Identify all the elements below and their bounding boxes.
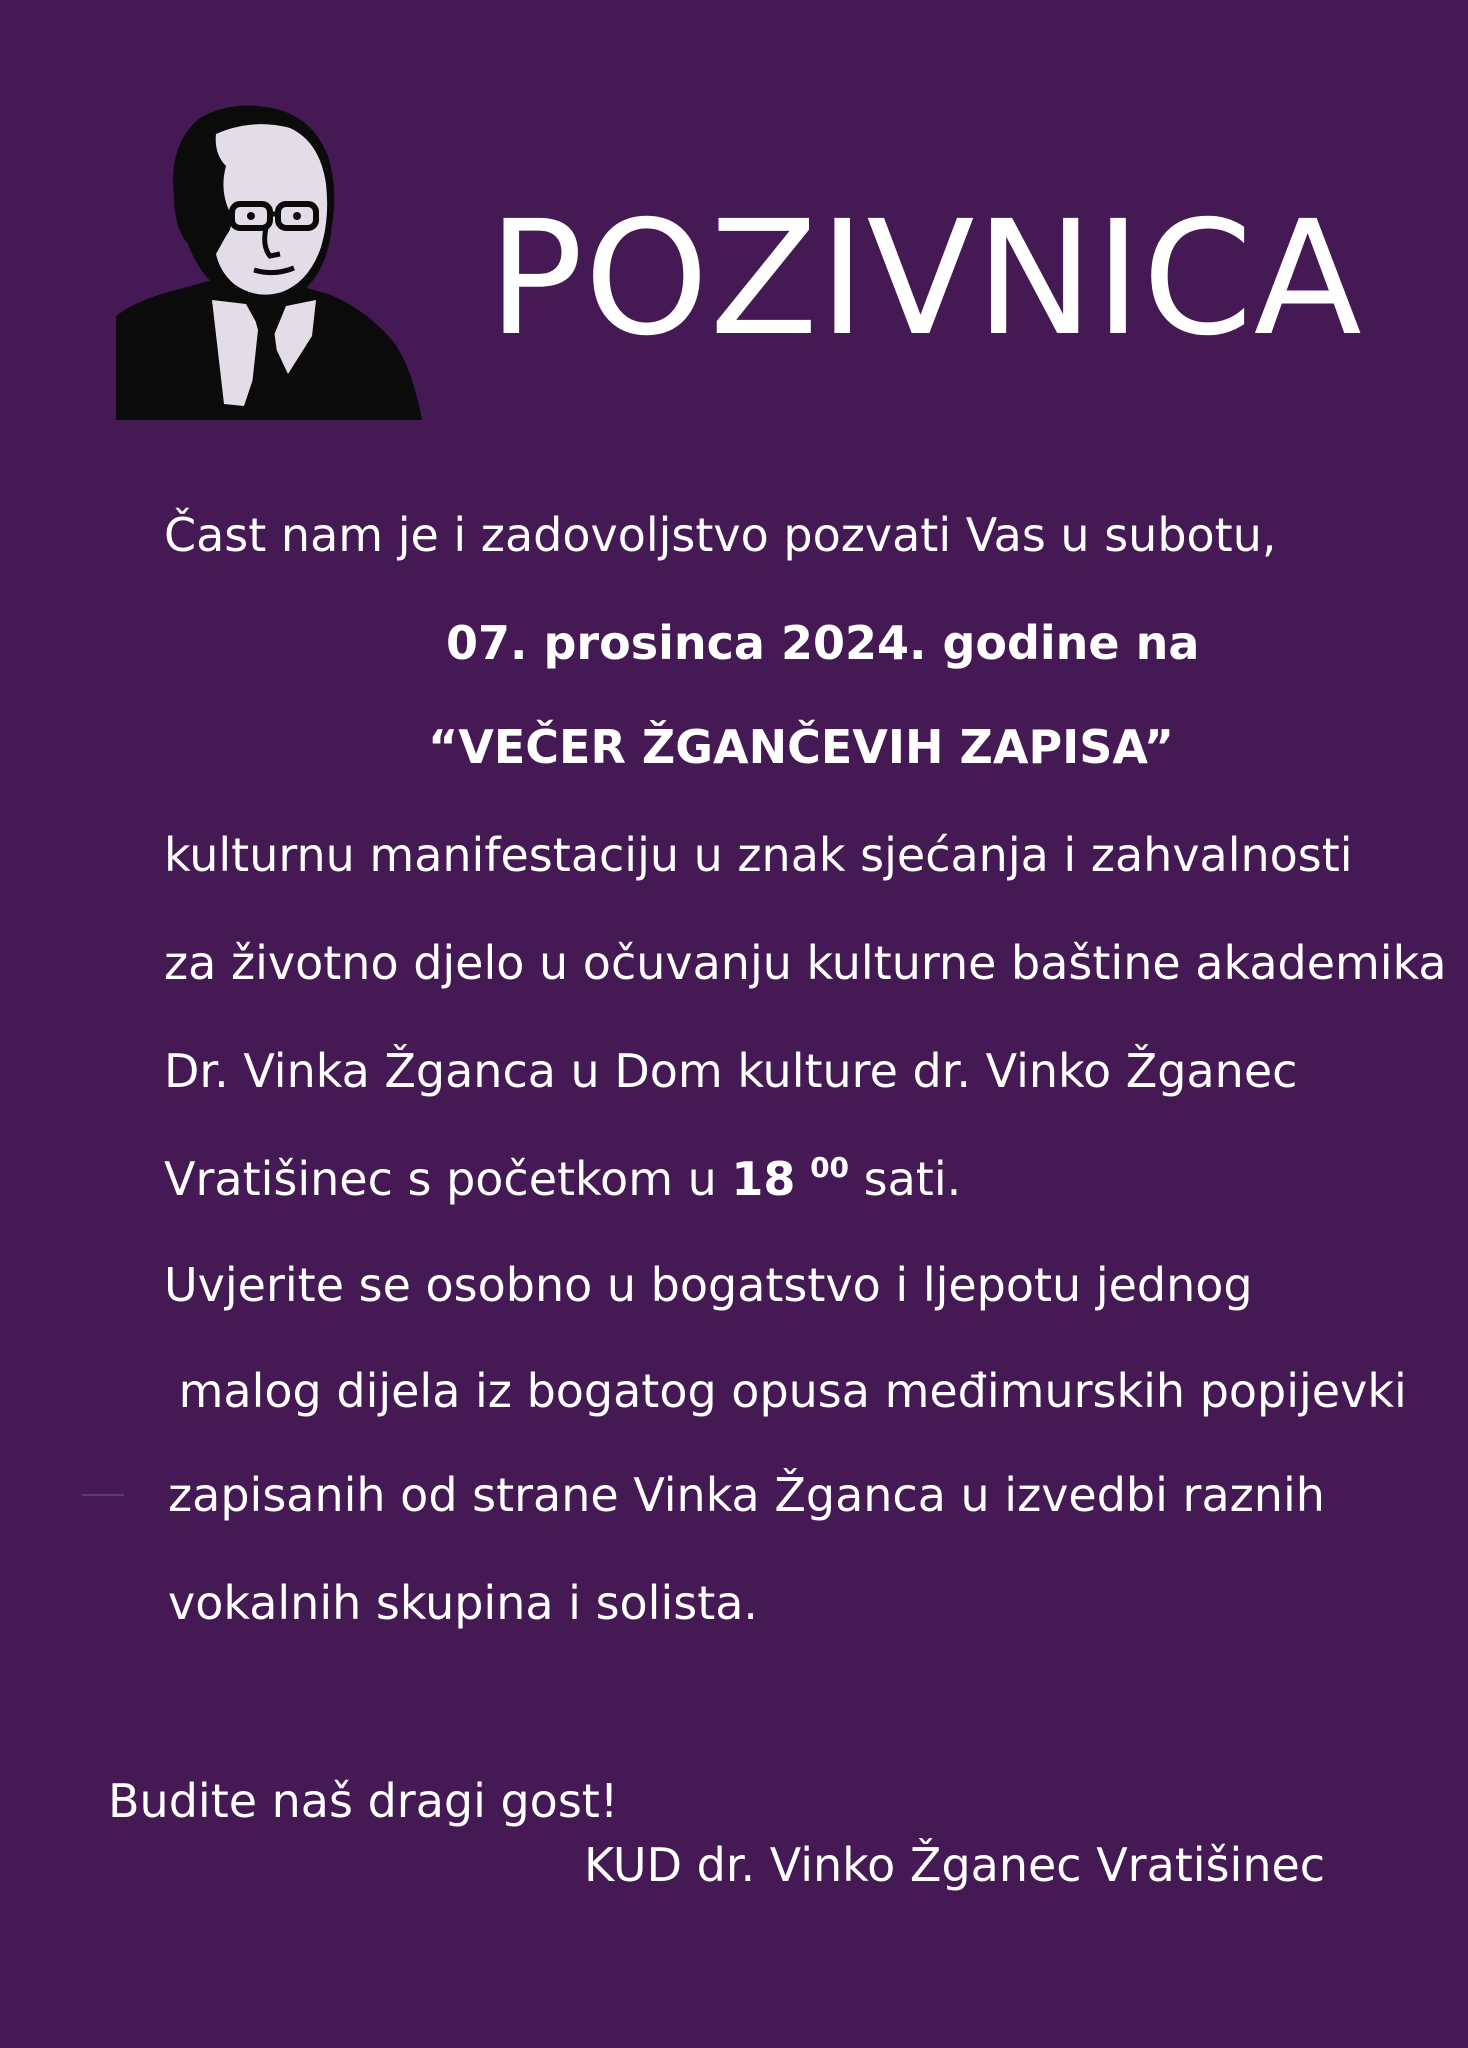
date-line: 07. prosinca 2024. godine na: [446, 616, 1200, 670]
body-line-1: kulturnu manifestaciju u znak sjećanja i zahvalnosti: [164, 828, 1353, 882]
body-line-7: zapisanih od strane Vinka Žganca u izvedbi raznih: [168, 1468, 1325, 1522]
intro-line: Čast nam je i zadovoljstvo pozvati Vas u subotu,: [164, 508, 1277, 562]
body-line-4-prefix: Vratišinec s početkom u: [164, 1152, 732, 1206]
body-line-2: za životno djelo u očuvanju kulturne baštine akademika: [164, 936, 1447, 990]
time-hour: 18: [731, 1152, 796, 1206]
portrait-silhouette-icon: [116, 104, 422, 420]
body-line-6: malog dijela iz bogatog opusa međimurskih popijevki: [164, 1364, 1407, 1418]
decorative-divider: [82, 1494, 124, 1496]
closing-signature: KUD dr. Vinko Žganec Vratišinec: [584, 1838, 1326, 1892]
body-line-5: Uvjerite se osobno u bogatstvo i ljepotu jednog: [164, 1258, 1253, 1312]
body-line-3: Dr. Vinka Žganca u Dom kulture dr. Vinko Žganec: [164, 1044, 1298, 1098]
body-line-4: [164, 1151, 962, 1206]
page-title: POZIVNICA: [488, 187, 1363, 371]
event-name: “VEČER ŽGANČEVIH ZAPISA”: [428, 720, 1175, 774]
body-line-4-suffix: sati.: [849, 1152, 962, 1206]
time-minutes: 00: [810, 1151, 850, 1184]
closing-greeting: Budite naš dragi gost!: [108, 1774, 619, 1828]
body-line-8: vokalnih skupina i solista.: [168, 1576, 759, 1630]
